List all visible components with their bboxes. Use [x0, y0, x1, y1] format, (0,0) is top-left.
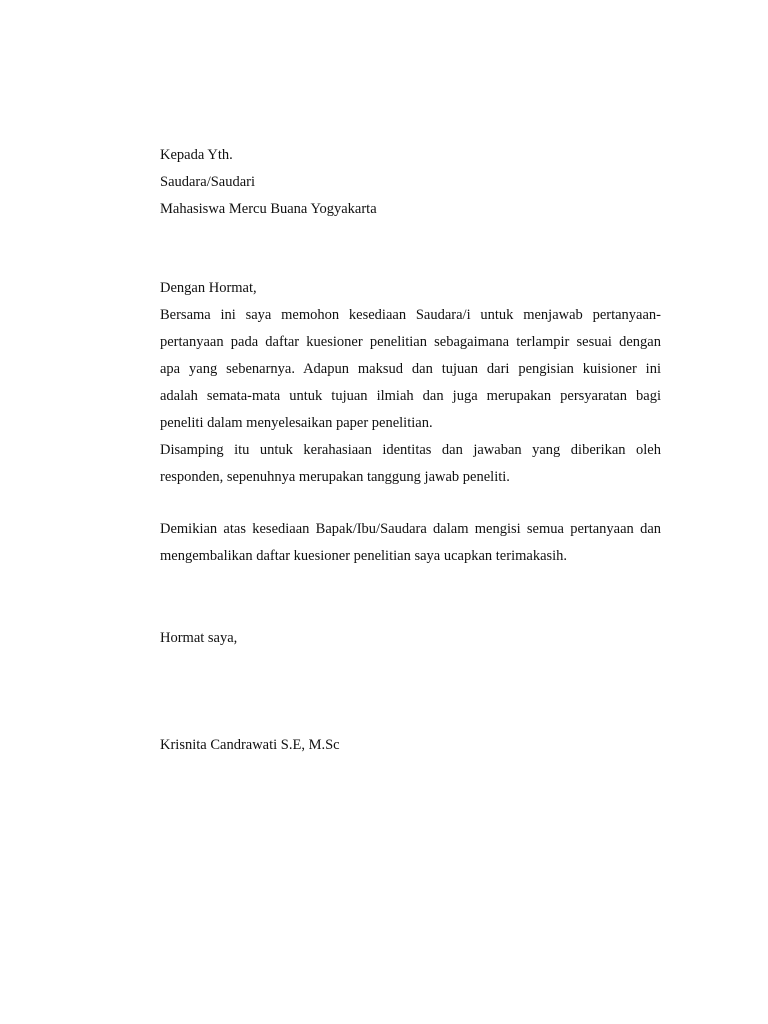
sign-off-text: Hormat saya, [160, 630, 238, 646]
paragraph-line: Disamping itu untuk kerahasiaan identitas dan jawaban yang diberikan oleh [160, 442, 661, 458]
letter-body [160, 275, 661, 491]
paragraph-line: mengembalikan daftar kuesioner penelitian saya ucapkan terimakasih. [160, 548, 568, 564]
paragraph-line: apa yang sebenarnya. Adapun maksud dan tujuan dari pengisian kuisioner ini [160, 361, 661, 377]
paragraph-line: pertanyaan pada daftar kuesioner penelitian sebagaimana terlampir sesuai dengan [160, 334, 661, 350]
recipient-line-2: Saudara/Saudari [160, 174, 256, 190]
sign-off [160, 625, 661, 652]
signatory-name: Krisnita Candrawati S.E, M.Sc [160, 737, 340, 753]
paragraph-request [160, 302, 661, 437]
paragraph-line: Demikian atas kesediaan Bapak/Ibu/Saudara dalam mengisi semua pertanyaan dan [160, 521, 661, 537]
recipient-line-1: Kepada Yth. [160, 147, 233, 163]
recipient-line-3: Mahasiswa Mercu Buana Yogyakarta [160, 201, 377, 217]
signatory [160, 732, 661, 759]
paragraph-thanks [160, 516, 661, 570]
recipient-address [160, 142, 661, 223]
paragraph-line: peneliti dalam menyelesaikan paper penelitian. [160, 415, 433, 431]
paragraph-line: adalah semata-mata untuk tujuan ilmiah dan juga merupakan persyaratan bagi [160, 388, 661, 404]
paragraph-line: Bersama ini saya memohon kesediaan Saudara/i untuk menjawab pertanyaan- [160, 307, 661, 323]
paragraph-line: responden, sepenuhnya merupakan tanggung jawab peneliti. [160, 469, 510, 485]
paragraph-confidentiality [160, 437, 661, 491]
salutation: Dengan Hormat, [160, 280, 257, 296]
